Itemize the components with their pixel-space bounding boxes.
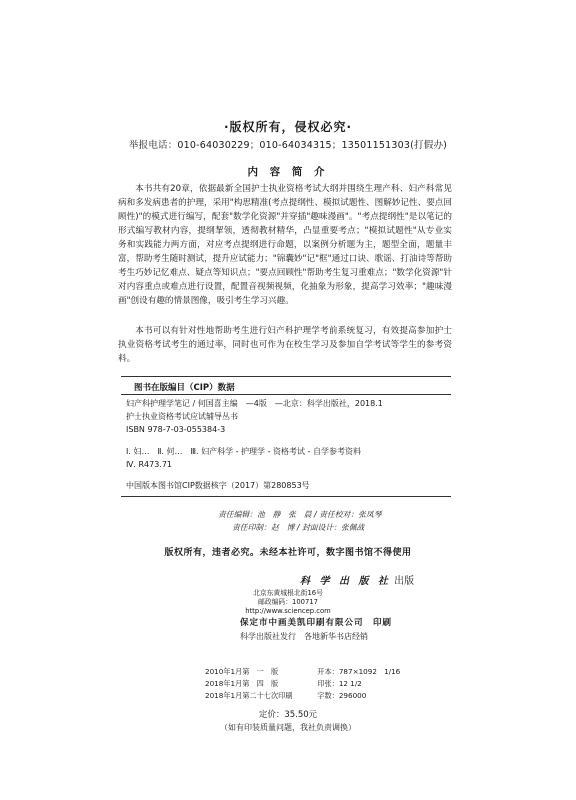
- copyright-warning: 版权所有，违者必究。未经本社许可，数字图书馆不得使用: [164, 548, 412, 558]
- cip-line: Ⅰ. 妇… Ⅱ. 何… Ⅲ. 妇产科学 - 护理学 - 资格考试 - 自学参考资料: [126, 447, 361, 456]
- price: 定价：35.50元: [258, 710, 318, 720]
- cip-line: ISBN 978-7-03-055384-3: [126, 425, 226, 434]
- intro-paragraph-1: [118, 182, 452, 308]
- printer-line: 保定市中画美凯印刷有限公司 印刷: [240, 618, 393, 628]
- edition-date: 2018年1月第二十七次印刷: [205, 691, 293, 700]
- edition-date: 2010年1月第 一 版: [205, 667, 279, 676]
- publisher-website: http://www.sciencep.com: [245, 607, 331, 615]
- cip-line: 护士执业资格考试应试辅导丛书: [126, 412, 238, 421]
- publisher-suffix: 出版: [394, 576, 415, 587]
- edition-row: [205, 666, 400, 677]
- edition-row: [205, 690, 366, 701]
- quality-notice: （如有印装质量问题，我社负责调换）: [220, 723, 356, 732]
- edition-row: [205, 678, 362, 689]
- editors-line: 责任编辑：池 静 张 晨 / 责任校对：张凤琴: [218, 510, 382, 519]
- edition-spec: 开本：787×1092 1/16: [317, 667, 401, 676]
- report-phone-line: 举报电话：010-64030229；010-64034315；13501151303(打假办): [128, 140, 448, 151]
- cip-line: 妇产科护理学笔记 / 何国喜主编 —4版 —北京：科学出版社，2018.1: [126, 399, 383, 408]
- distribution-line: 科学出版社发行 各地新华书店经销: [240, 632, 368, 641]
- cip-heading: 图书在版编目（CIP）数据: [134, 383, 235, 393]
- edition-date: 2018年1月第 四 版: [205, 679, 279, 688]
- divider: [121, 394, 451, 395]
- editors-line: 责任印制：赵 博 / 封面设计：张佩战: [232, 523, 365, 532]
- publisher-line: [300, 572, 414, 587]
- publisher-address: 北京东黄城根北街16号: [253, 589, 323, 597]
- edition-spec: 印张：12 1/2: [317, 679, 362, 688]
- publisher-name: 科 学 出 版 社: [300, 576, 391, 587]
- intro-text: 本书可以有针对性地帮助考生进行妇产科护理学考前系统复习，有效提高参加护士执业资格考试考生的通过率，同时也可作为在校生学习及参加自学考试等学生的参考资料。: [118, 326, 452, 364]
- intro-title: 内 容 简 介: [247, 166, 329, 178]
- intro-paragraph-2: [118, 324, 452, 366]
- intro-text: 本书共有20章，依据最新全国护士执业资格考试大纲并围绕生理产科、妇产科常见病和多发病患者的护理，采用"构思精准(考点提纲性、模拟试题性、图解妙记性、要点回顾性)"的模式进行编写，配套"数学化资源"并穿插"趣味漫画"。"考点提纲性"是以笔记的形式编写教材内容，提纲挈领，透彻教材精华，凸显重要考点；"模拟试题性"从专业实务和实践能力两方面，对应考点提纲进行命题，以案例分析题为主，题型全面，题量丰富，帮助考生随时测试，提升应试能力；"锦囊妙"记"框"通过口诀、歌谣、打油诗等帮助考生巧妙记忆难点、疑点等知识点；"要点回顾性"帮助考生复习重难点；"数学化资源"针对内容重点或难点进行设置，配置音视频视频，化抽象为形象，提高学习效率；"趣味漫画"创设有趣的情景图像，吸引考生学习兴趣。: [118, 184, 452, 306]
- cip-library-line: 中国版本图书馆CIP数据核字（2017）第280853号: [126, 481, 310, 490]
- edition-spec: 字数：296000: [317, 691, 367, 700]
- copyright-notice: ·版权所有，侵权必究·: [223, 120, 353, 134]
- publisher-postal: 邮政编码：100717: [258, 598, 318, 606]
- cip-line: Ⅳ. R473.71: [126, 460, 173, 469]
